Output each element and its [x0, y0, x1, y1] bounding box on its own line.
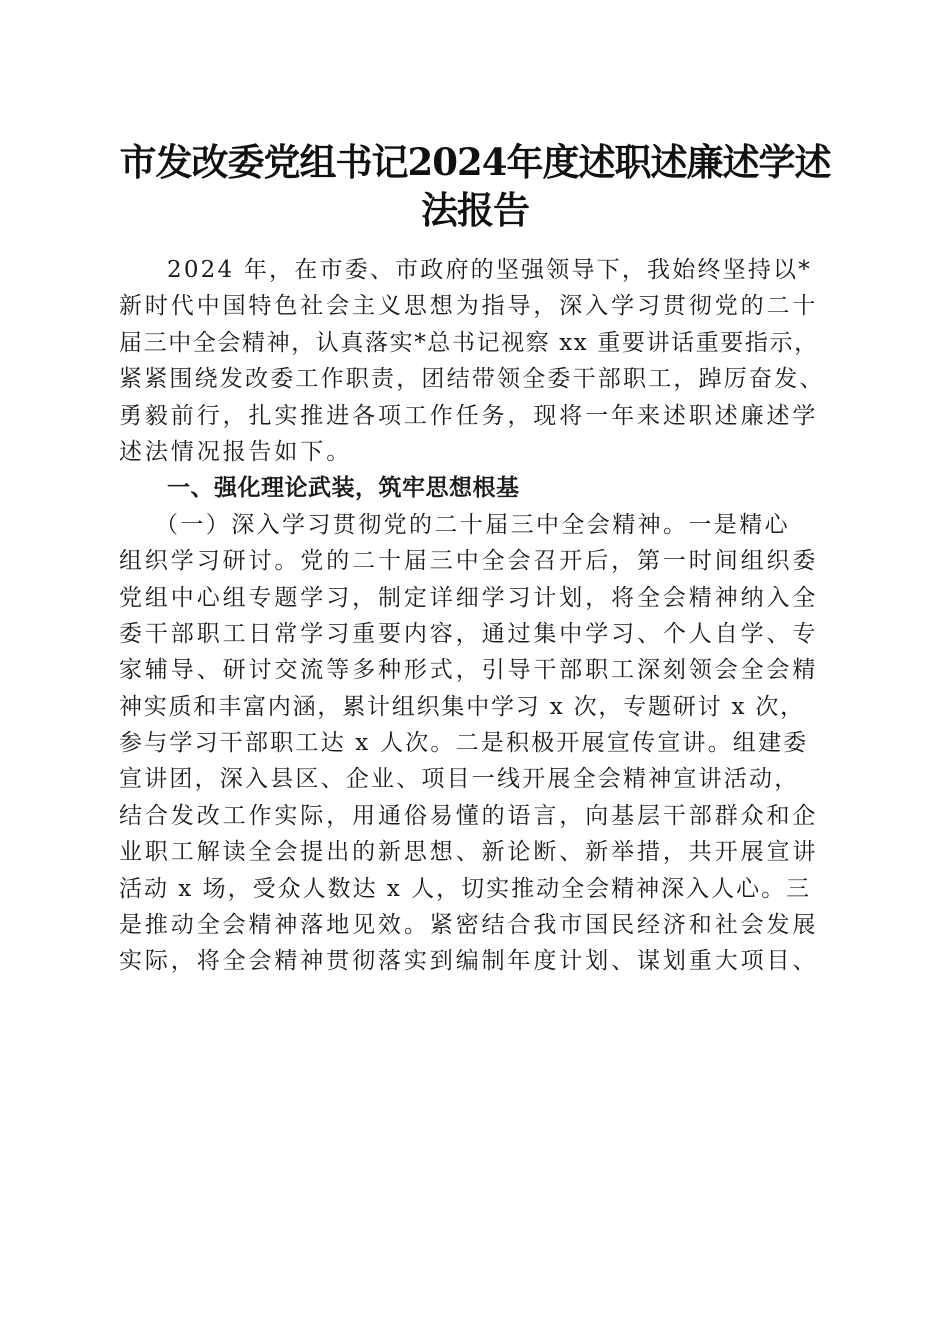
paragraph-line: 新时代中国特色社会主义思想为指导，深入学习贯彻党的二十	[119, 293, 819, 320]
paragraph-line: 家辅导、研讨交流等多种形式，引导干部职工深刻领会全会精	[119, 657, 819, 684]
paragraph-line: 宣讲团，深入县区、企业、项目一线开展全会精神宣讲活动，	[119, 766, 800, 793]
title-line: 市发改委党组书记2024年度述职述廉述学述	[119, 140, 831, 184]
paragraph-line: 述法情况报告如下。	[119, 438, 353, 465]
paragraph-line: 实际，将全会精神贯彻落实到编制年度计划、谋划重大项目、	[119, 948, 819, 975]
subsection-paragraph	[119, 507, 833, 980]
paragraph-line: 是推动全会精神落地见效。紧密结合我市国民经济和社会发展	[119, 912, 819, 939]
paragraph-line: 紧紧围绕发改委工作职责，团结带领全委干部职工，踔厉奋发、	[119, 366, 825, 393]
paragraph-line: 组织学习研讨。党的二十届三中全会召开后，第一时间组织委	[119, 548, 819, 575]
paragraph-line: 委干部职工日常学习重要内容，通过集中学习、个人自学、专	[119, 620, 819, 647]
paragraph-line: 届三中全会精神，认真落实*总书记视察 xx 重要讲话重要指示，	[119, 329, 819, 356]
intro-paragraph	[119, 252, 833, 470]
paragraph-line: 2024 年，在市委、市政府的坚强领导下，我始终坚持以*	[167, 257, 812, 283]
paragraph-line: 活动 x 场，受众人数达 x 人，切实推动全会精神深入人心。三	[119, 875, 812, 902]
paragraph-line: 参与学习干部职工达 x 人次。二是积极开展宣传宣讲。组建委	[119, 730, 809, 757]
paragraph-line: （一）深入学习贯彻党的二十届三中全会精神。一是精心	[155, 511, 790, 538]
paragraph-line: 结合发改工作实际，用通俗易懂的语言，向基层干部群众和企	[119, 802, 819, 829]
document-body	[119, 252, 833, 980]
section-heading: 一、强化理论武装，筑牢思想根基	[167, 475, 520, 502]
paragraph-line: 党组中心组专题学习，制定详细学习计划，将全会精神纳入全	[119, 584, 819, 611]
paragraph-line: 神实质和丰富内涵，累计组织集中学习 x 次，专题研讨 x 次，	[119, 693, 805, 720]
paragraph-line: 勇毅前行，扎实推进各项工作任务，现将一年来述职述廉述学	[119, 402, 819, 429]
paragraph-line: 业职工解读全会提出的新思想、新论断、新举措，共开展宣讲	[119, 839, 819, 866]
document-title	[100, 138, 850, 234]
title-line: 法报告	[421, 188, 529, 232]
